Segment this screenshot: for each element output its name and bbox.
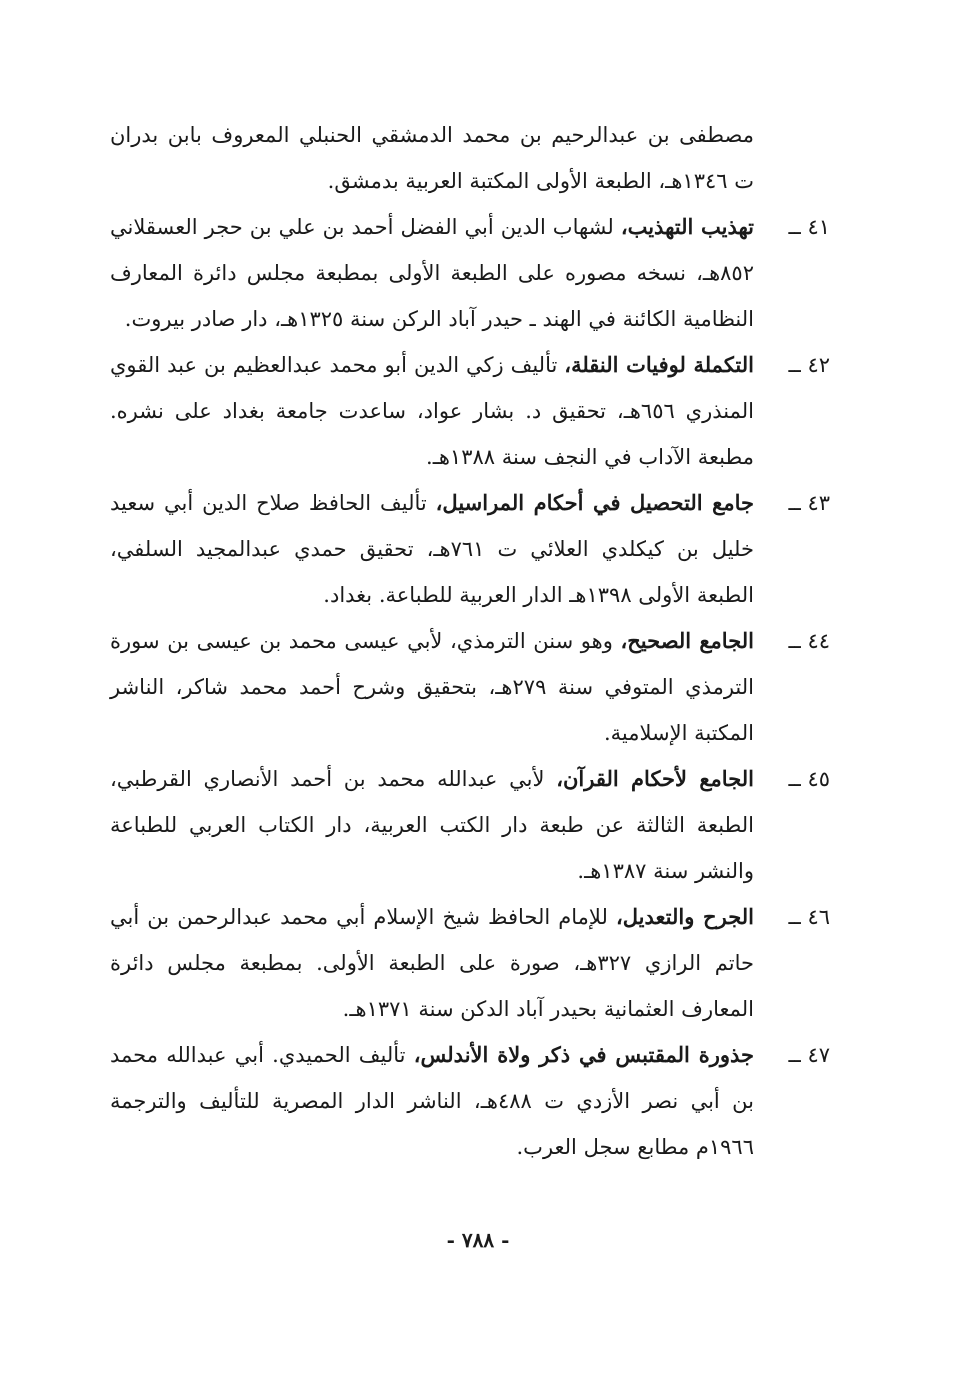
bibliography-entry-41 [110, 204, 830, 342]
entry-text: لأبي عبدالله محمد بن أحمد الأنصاري القرطبي، الطبعة الثالثة عن طبعة دار الكتب العربية، دار الكتاب العربي للطباعة والنشر سنة ١٣٨٧هـ. [110, 767, 754, 883]
entry-title: تهذيب التهذيب، [620, 214, 754, 239]
entry-title: جامع التحصيل في أحكام المراسيل، [435, 490, 754, 515]
entry-text: وهو سنن الترمذي، لأبي عيسى محمد بن عيسى بن سورة الترمذي المتوفي سنة ٢٧٩هـ، بتحقيق وشرح أحمد محمد شاكر، الناشر المكتبة الإسلامية. [110, 629, 754, 745]
entry-text: لشهاب الدين أبي الفضل أحمد بن علي بن حجر العسقلاني ٨٥٢هـ، نسخه مصوره على الطبعة الأولى بمطبعة مجلس دائرة المعارف النظامية الكائنة في الهند ـ حيدر آباد الركن سنة ١٣٢٥هـ، دار صادر بيروت. [110, 215, 754, 331]
entry-body [110, 894, 754, 1032]
document-page [110, 112, 830, 1170]
bibliography-entry-47 [110, 1032, 830, 1170]
bibliography-entry-46 [110, 894, 830, 1032]
entry-text: تأليف الحافظ صلاح الدين أبي سعيد خليل بن كيكلدي العلائي ت ٧٦١هـ، تحقيق حمدي عبدالمجيد السلفي، الطبعة الأولى ١٣٩٨هـ الدار العربية للطباعة. بغداد. [110, 491, 754, 607]
entry-title: الجامع لأحكام القرآن، [556, 766, 754, 791]
entry-number: ٤٣ ــ [788, 491, 830, 515]
entry-number: ٤٥ ــ [788, 767, 830, 791]
entry-title: التكملة لوفيات النقلة، [564, 352, 754, 377]
bibliography-entry-43 [110, 480, 830, 618]
page-number: - ٧٨٨ - [446, 1228, 510, 1252]
entry-body [110, 204, 754, 342]
entry-number: ٤٦ ــ [788, 905, 830, 929]
entry-body [110, 1032, 754, 1170]
entry-body [110, 618, 754, 756]
entry-text: تأليف الحميدي. أبي عبدالله محمد بن أبي نصر الأزدي ت ٤٨٨هـ، الناشر الدار المصرية للتأليف والترجمة ١٩٦٦م مطابع سجل العرب. [110, 1043, 755, 1159]
entry-title: الجامع الصحيح، [620, 628, 754, 653]
entry-number: ٤٧ ــ [788, 1043, 830, 1067]
entry-number: ٤١ ــ [788, 215, 830, 239]
bibliography-entry-42 [110, 342, 830, 480]
entry-title: الجرح والتعديل، [615, 904, 754, 929]
entry-text: تأليف زكي الدين أبو محمد عبدالعظيم بن عبد القوي المنذري ٦٥٦هـ، تحقيق د. بشار عواد، ساعدت جامعة بغداد على نشره. مطبعة الآداب في النجف سنة ١٣٨٨هـ. [110, 353, 754, 469]
entry-body [110, 342, 754, 480]
entry-body [110, 480, 754, 618]
bibliography-entry-45 [110, 756, 830, 894]
entry-title: جذورة المقتبس في ذكر ولاة الأندلس، [413, 1042, 754, 1067]
bibliography-entry-44 [110, 618, 830, 756]
continuation-paragraph: مصطفى بن عبدالرحيم بن محمد الدمشقي الحنبلي المعروف بابن بدران ت ١٣٤٦هـ، الطبعة الأولى المكتبة العربية بدمشق. [110, 123, 754, 193]
entry-body [110, 756, 754, 894]
entry-number: ٤٢ ــ [788, 353, 830, 377]
entry-number: ٤٤ ــ [788, 629, 830, 653]
entry-text: للإمام الحافظ شيخ الإسلام أبي محمد عبدالرحمن بن أبي حاتم الرازي ٣٢٧هـ، صورة على الطبعة الأولى. بمطبعة مجلس دائرة المعارف العثمانية بحيدر آباد الدكن سنة ١٣٧١هـ. [110, 905, 754, 1021]
